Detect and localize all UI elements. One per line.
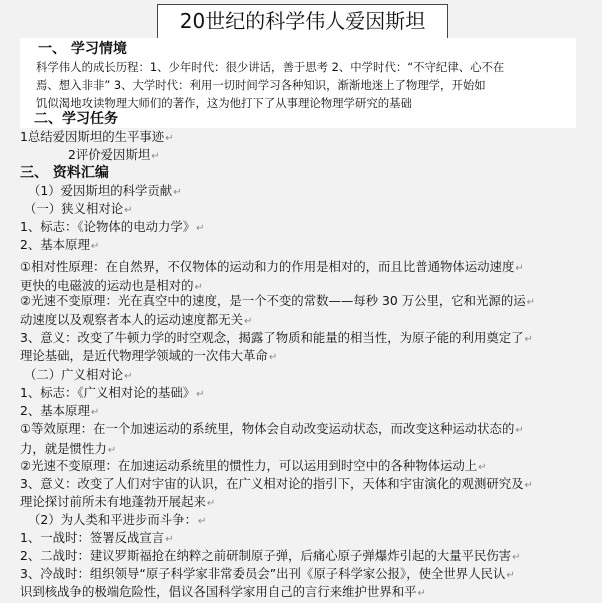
paragraph-mark-icon: ↵ [206,498,216,509]
task-1: 1总结爱因斯坦的生平事迹↵ [20,129,174,144]
material-line: 识到核战争的极端危险性，倡议各国科学家用自己的言行来维护世界和平↵ [20,584,426,599]
material-line: 3、意义：改变了牛顿力学的时空观念，揭露了物质和能量的相当性，为原子能的利用奠定了↵ [20,330,533,345]
material-line: （一）狭义相对论↵ [24,201,133,216]
paragraph-mark-icon: ↵ [197,516,207,527]
material-line: 理论探讨前所未有地蓬勃开展起来↵ [20,494,216,509]
paragraph-mark-icon: ↵ [173,187,182,198]
paragraph-mark-icon: ↵ [526,297,535,308]
material-line: ②光速不变原理：光在真空中的速度，是一个不变的常数——每秒 30 万公里，它和光源的运↵ [20,293,535,308]
material-line: 力，就是惯性力↵ [20,441,117,456]
material-line: ①等效原理：在一个加速运动的系统里，物体会自动改变运动状态，而改变这种运动状态的↵ [20,421,524,436]
paragraph-mark-icon: ↵ [478,462,487,473]
context-line-3: 饥似渴地攻读物理大师们的著作，这为他打下了从事理论物理学研究的基础 [36,96,412,110]
document-title: 20世纪的科学伟人爱因斯坦 [157,4,448,39]
paragraph-mark-icon: ↵ [124,371,133,382]
material-line: 3、冷战时：组织领导“原子科学家非常委员会”出刊《原子科学家公报》，使全世界人民认↵ [20,566,515,581]
material-line: 更快的电磁波的运动也是相对的↵ [20,278,203,293]
material-line: ②光速不变原理：在加速运动系统里的惯性力，可以运用到时空中的各种物体运动上↵ [20,458,487,473]
material-line: （2）为人类和平进步而斗争：↵ [28,512,207,527]
material-line: 2、基本原理↵ [20,237,100,252]
paragraph-mark-icon: ↵ [268,352,278,363]
material-line: 1、标志：《广义相对论的基础》↵ [20,385,205,400]
paragraph-mark-icon: ↵ [524,480,533,491]
material-line: 1、一战时：签署反战宣言↵ [20,530,174,545]
section2-heading: 二、学习任务 [34,111,118,127]
context-line-2: 焉、想入非非” 3、大学时代：利用一切时间学习各种知识，渐渐地迷上了物理学，开始如 [36,78,486,92]
material-line: 2、基本原理↵ [20,403,100,418]
material-line: （1）爱因斯坦的科学贡献↵ [28,183,182,198]
section3-heading: 三、 资料汇编 [20,165,109,181]
task-2: 2评价爱因斯坦↵ [68,147,160,162]
material-line: 3、意义：改变了人们对宇宙的认识，在广义相对论的指引下，天体和宇宙演化的观测研究及↵ [20,476,533,491]
material-line: 1、标志：《论物体的电动力学》↵ [20,219,205,234]
paragraph-mark-icon: ↵ [417,588,426,599]
paragraph-mark-icon: ↵ [244,316,253,327]
paragraph-mark-icon: ↵ [196,223,205,234]
paragraph-mark-icon: ↵ [107,445,117,456]
context-line-1: 科学伟人的成长历程：1、少年时代：很少讲话，善于思考 2、中学时代：“不守纪律、心不在 [36,60,505,74]
paragraph-mark-icon: ↵ [515,425,524,436]
material-line: 动速度以及观察者本人的运动速度都无关↵ [20,312,253,327]
paragraph-mark-icon: ↵ [90,241,100,252]
paragraph-mark-icon: ↵ [90,407,100,418]
material-line: 理论基础，是近代物理学领域的一次伟大革命↵ [20,348,278,363]
paragraph-mark-icon: ↵ [194,282,203,293]
material-line: ①相对性原理：在自然界，不仅物体的运动和力的作用是相对的，而且比普通物体运动速度↵ [20,259,524,274]
paragraph-mark-icon: ↵ [506,570,515,581]
paragraph-mark-icon: ↵ [515,263,524,274]
paragraph-mark-icon: ↵ [124,205,133,216]
paragraph-mark-icon: ↵ [524,334,533,345]
material-line: （二）广义相对论↵ [24,367,133,382]
paragraph-mark-icon: ↵ [165,534,174,545]
paragraph-mark-icon: ↵ [512,552,521,563]
paragraph-mark-icon: ↵ [196,389,205,400]
material-line: 2、二战时：建议罗斯福抢在纳粹之前研制原子弹，后痛心原子弹爆炸引起的大量平民伤害↵ [20,548,521,563]
section1-heading: 一、 学习情境 [38,41,127,57]
